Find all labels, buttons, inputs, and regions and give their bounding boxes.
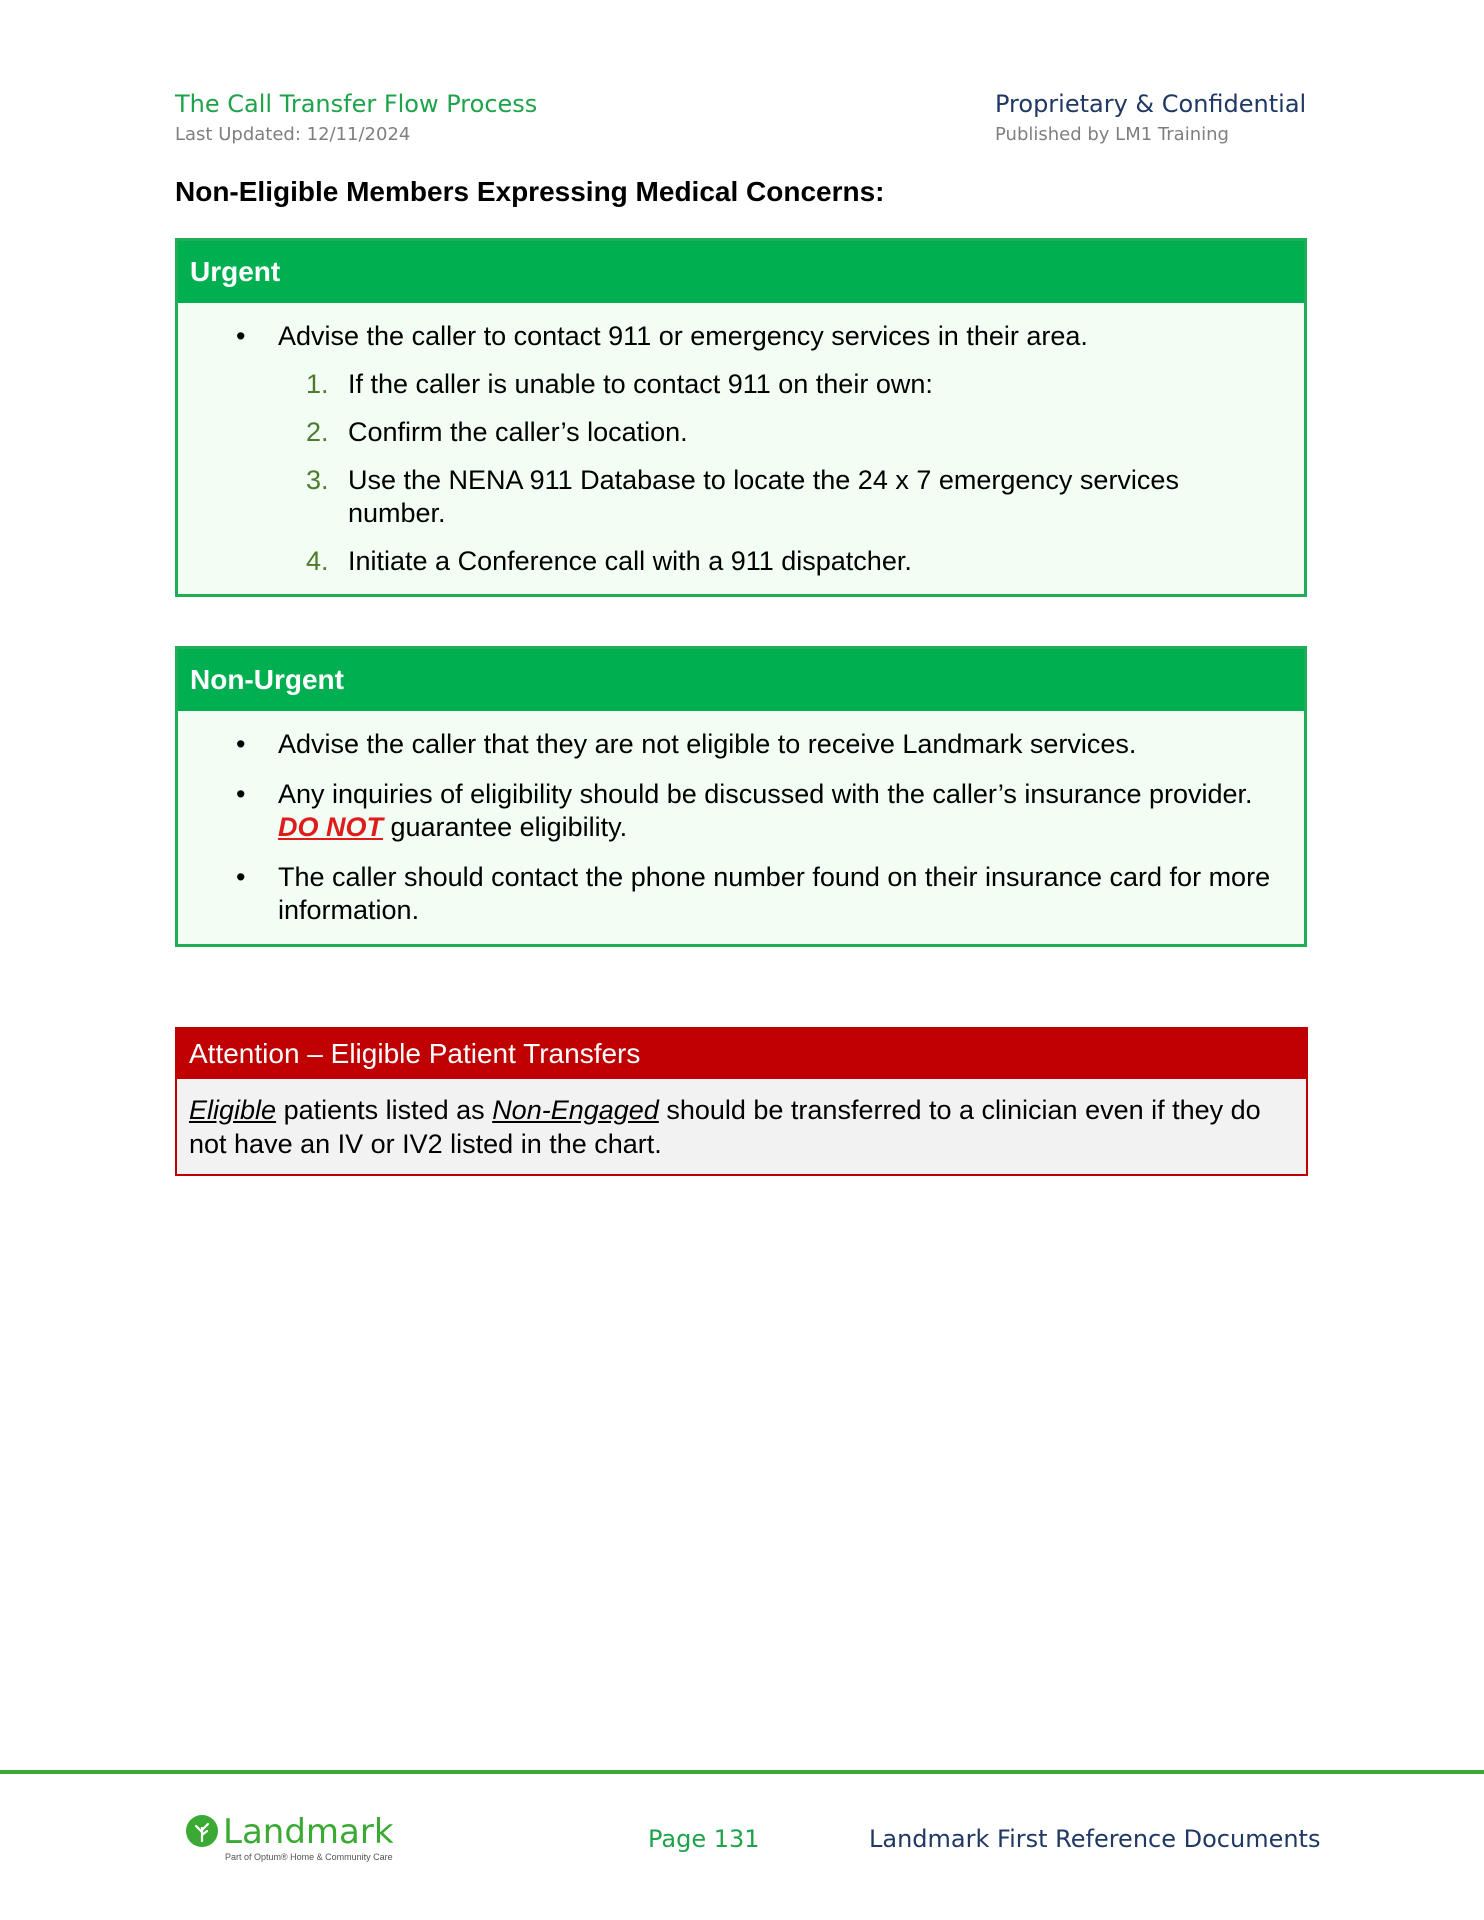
confidential-label: Proprietary & Confidential (995, 90, 1307, 118)
urgent-step (178, 464, 1304, 530)
urgent-box (175, 238, 1307, 597)
bullet-text-pre: Any inquiries of eligibility should be discussed with the caller’s insurance provider. (278, 779, 1253, 809)
bullet-icon: • (236, 862, 246, 892)
step-number: 2. (306, 417, 329, 447)
publisher-label: Published by LM1 Training (995, 124, 1229, 145)
non-engaged-term: Non-Engaged (492, 1095, 659, 1125)
bullet-icon: • (236, 779, 246, 809)
step-text: Initiate a Conference call with a 911 dispatcher. (348, 546, 912, 576)
footer-docs-label: Landmark First Reference Documents (869, 1825, 1321, 1853)
last-updated: Last Updated: 12/11/2024 (175, 124, 411, 145)
attention-title: Attention – Eligible Patient Transfers (177, 1029, 1306, 1079)
non-urgent-bullet-text: The caller should contact the phone number found on their insurance card for more information. (278, 862, 1271, 925)
bullet-icon: • (236, 321, 246, 351)
urgent-title: Urgent (178, 241, 1304, 303)
urgent-step (178, 416, 1304, 449)
bullet-text-post: guarantee eligibility. (383, 812, 628, 842)
step-number: 4. (306, 546, 329, 576)
do-not-emphasis: DO NOT (278, 812, 383, 842)
section-heading: Non-Eligible Members Expressing Medical Concerns: (175, 176, 885, 207)
document-title: The Call Transfer Flow Process (175, 90, 538, 118)
header-right (995, 90, 1306, 145)
step-number: 3. (306, 465, 329, 495)
footer-divider (0, 1770, 1484, 1774)
non-urgent-bullet (178, 778, 1304, 844)
non-urgent-title: Non-Urgent (178, 649, 1304, 711)
non-urgent-box (175, 646, 1307, 947)
step-text: If the caller is unable to contact 911 on their own: (348, 369, 933, 399)
tree-icon (185, 1814, 219, 1848)
non-urgent-bullet (178, 728, 1304, 761)
bullet-icon: • (236, 729, 246, 759)
urgent-bullet-text: Advise the caller to contact 911 or emergency services in their area. (278, 321, 1088, 351)
header-left (175, 90, 537, 145)
non-urgent-bullet-text: Advise the caller that they are not eligible to receive Landmark services. (278, 729, 1137, 759)
non-urgent-bullet (178, 861, 1304, 927)
step-number: 1. (306, 369, 329, 399)
attention-mid-text: patients listed as (276, 1095, 493, 1125)
logo-subtext: Part of Optum® Home & Community Care (225, 1852, 393, 1862)
attention-rest-text: should be transferred to a clinician even if they do not have an IV or IV2 listed in the chart. (189, 1095, 1261, 1159)
urgent-bullet (178, 320, 1304, 353)
page-number: Page 131 (648, 1825, 760, 1853)
step-text: Confirm the caller’s location. (348, 417, 688, 447)
logo-text: Landmark (223, 1812, 394, 1852)
attention-body (177, 1079, 1306, 1161)
urgent-step (178, 545, 1304, 578)
attention-box (175, 1027, 1308, 1176)
step-text: Use the NENA 911 Database to locate the 24 x 7 emergency services number. (348, 465, 1179, 528)
eligible-term: Eligible (189, 1095, 277, 1125)
urgent-step (178, 368, 1304, 401)
